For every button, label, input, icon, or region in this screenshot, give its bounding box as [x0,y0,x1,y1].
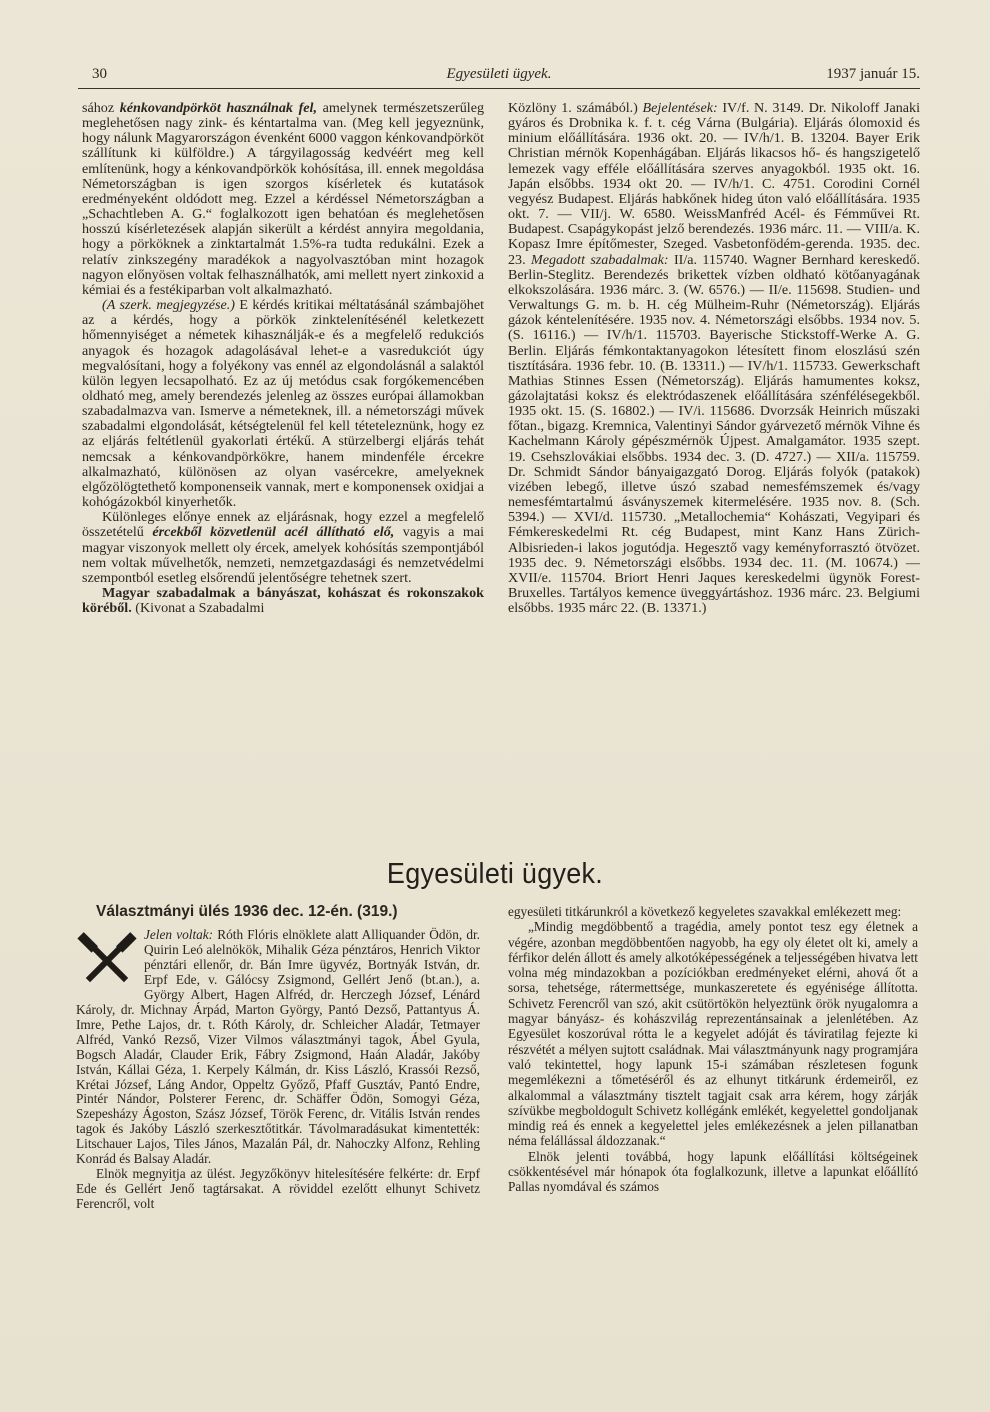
text-run: Róth Flóris elnöklete alatt Alliquander Ödön, dr. Quirin Leó alelnökök, Mihalik Géza pénztáros, Henrich Viktor pénztári ellenőr, dr. Bán Imre ügyvéz, Bortnyák István, dr. Erpf Ede, v. Gálócsy Zsigmond, Gellért Jenő (bt.an.), a. György Albert, Hagen Alfréd, dr. Herczegh József, Lénárd Károly, dr. Michnay Árpád, Marton György, Pantó Dezső, Pattantyus Á. Imre, Pethe Lajos, dr. t. Róth Károly, dr. Schleicher Aladár, Tetmayer Alfréd, Vankó Rezső, Vizer Vilmos választmányi tagok, Ábel Gyula, Bogsch Aladár, Clauder Erik, Fábry Zsigmond, Haán Aladár, Jakóby István, Kállai Géza, 1. Kerpely Kálmán, dr. Kiss László, Krassói Rezső, Krétai József, Láng Andor, Oppeltz Győző, Pfaff Gusztáv, Pantó Endre, Pintér Nándor, Polsterer Ferenc, dr. Schäffer Ödön, Somogyi Géza, Szepesházy Ágoston, Szász József, Török Ferenc, dr. Vitális István rendes tagok és Jakóby László szerkesztőtitkár. Távolmaradásukat kimentették: Litschauer Lajos, Tiles János, Mazalán Pál, dr. Nahoczky Alfonz, Rehling Konrád és Balsay Aladár. [76,927,480,1167]
text-run: (Kivonat a Szabadalmi [131,600,265,617]
text-run: Közlöny 1. számából.) [508,100,643,116]
text-run: amelynek természetszerűleg meglehetősen nagy zink- és kéntartalma van. (Meg kell jegyeznünk, hogy nálunk Magyarországon évenként 6000 vaggon kénkovandpörköt szállítunk ki külföldre.) A tárgyilagosság kedvéért meg kell említenünk, hogy a kénkovandpörkök kohósítása, ill. ennek megoldása Németországban is igen szorgos kísérletek és kutatások eredményeként oldódott meg. Ezzel a kérdéssel Németországban a „Schachtleben A. G.“ foglalkozott igen behatóan és meglehetősen hosszú kísérletezések alapján sikerült a kérdést annyira megoldania, hogy a pörköknek a zinktartalmát 1.5%-ra tudta redukálni. Ezek a relatív zinkszegény maradékok a nagyolvasztóban mint hozagok nagyon előnyösen voltak felhasználhatók, ami mellett nyert zinkoxid a kémiai és a festékiparban volt alkalmazható. [82,100,484,298]
running-title: Egyesületi ügyek. [446,66,552,82]
meeting-title: Választmányi ülés 1936 dec. 12-én. (319.) [96,903,398,920]
text-run: II/a. 115740. Wagner Bernhard kereskedő. Berlin-Steglitz. Berendezés brikettek vízben oldható kötőanyagának elkokszolására. 1936 márc. 3. (W. 6576.) — II/e. 115698. Studien- und Verwaltungs G. m. b. H. cég Mülheim-Ruhr (Németország). Eljárás gázok kéntelenítésére. 1935 nov. 4. Németországi elsőbbs. 1934 nov. 5. (S. 16116.) — IV/h/1. 115703. Bayerische Stickstoff-Werke A. G. Berlin. Eljárás fémkontaktanyagokon létesített finom eloszlású szén tisztítására. 1936 febr. 10. (B. 13311.) — IV/h/1. 115733. Gewerkschaft Mathias Stinnes Essen (Németország). Eljárás hamumentes koksz, gázolajtatási koksz és elektródaszenek előállítására szénfélésegekből. 1935 okt. 15. (S. 16802.) — IV/i. 115686. Dvorzsák Heinrich műszaki főtan., bigazg. Kremnica, Valentinyi Sándor gyárvezető mérnök Vihne és Kachelmann Károly gépészmérnök Újpest. Amalgamátor. 1935 szept. 19. Csehszlovákiai elsőbbs. 1934 dec. 3. (D. 4727.) — XII/a. 115759. Dr. Schmidt Sándor bányaigazgató Dorog. Eljárás folyók (patakok) vizében lebegő, illetve úszó szabad nemesfémszemek és/vagy nemesfémtartalmú ásványszemek kitermelésére. 1935 nov. 8. (Sch. 5394.) — XVI/d. 115730. „Metallochemia“ Kohászati, Vegyipari és Fémkereskedelmi Rt. cég Budapest, mint Kanz Hans Zürich-Albisrieden-i lakos jogutódja. Hegesztő vagy keményforrasztó ötvözet. 1935 dec. 9. Németországi elsőbbs. 1934 dec. 11. (M. 10674.) — XVII/e. 115704. Briort Henri Jaques kereskedelmi ügynök Forest-Bruxelles. Tartályos kemence üveggyártáshoz. 1936 márc. 23. Belgiumi elsőbbs. 1935 márc 22. (B. 13371.) [508,251,921,617]
section-title: Egyesületi ügyek. [386,858,604,890]
header-rule [78,88,920,89]
minutes-column-left [76,928,480,1212]
page-header [78,66,920,86]
subheading: Bejelentések: [642,100,718,116]
crossed-hammers-icon [76,930,138,988]
text-run: IV/f. N. 3149. Dr. Nikoloff Janaki gyáros és Drobnika k. f. t. cég Várna (Bulgária). Eljárás ólomoxid és minium előállítására. 1936 okt. 20. — IV/h/1. B. 13204. Bayer Erik Christian mérnök Kopenhágában. Eljárás likacsos hő- és hangszigetelő lemezek vagy efféle előállítására szerves anyagokból. 1935 okt. 16. Japán elsőbbs. 1934 okt 20. — IV/h/1. C. 4751. Corodini Cornél vegyész Budapest. Eljárás habkőnek hideg úton való előállítására. 1935 okt. 7. — VII/j. W. 6580. WeissManfréd Acél- és Fémművei Rt. Budapest. Csapágykopást jelző berendezés. 1936 márc. 11. — VIII/a. K. Kopasz Imre építőmester, Szeged. Vasbetonfödém-gerenda. 1935. dec. 23. [508,100,920,268]
article-column-left [82,101,484,616]
paragraph [82,101,484,298]
paragraph: „Mindig megdöbbentő a tragédia, amely pontot tesz egy életnek a végére, azonban megdöbbentően nagyobb, ha egy oly életet olt ki, amely a férfikor delén állott és amely alkotóképességének a teljességében hivatva lett volna még mindazokban a pozíciókban eredményeket elérni, ahová őt a sorsa, tehetsége, rátermettsége, munkaszeretete és egyénisége állította. Schivetz Ferencről van szó, akit csütörtökön helyeztünk örök nyugalomra a magyar bányász- és kohászvilág reprezentánsainak a jelenlétében. Az Egyesület koszorúval rótta le a kegyelet adóját és táviratilag fejezte ki részvétét a mélyen sujtott családnak. Mai választmányunk nagy programjára való tekintettel, hogy lapunk 15-i számában részletesen fogunk megemlékezni a tőmetéséről és az elhunyt titkárunk érdemeiről, ez alkalommal a választmány tisztelt tagjait csak arra kérem, hogy zárják szívükbe megboldogult Schivetz kollégánk emlékét, kegyelettel gondoljanak mindig reá és ennek a kegyelettel jeles emlékezésnek a jelen pillanatban néma felállással áldozzanak.“ [508,919,918,1149]
minutes-column-right [508,904,918,1195]
editor-note-label: (A szerk. megjegyzése.) [102,297,235,314]
emphasis-text: kénkovandpörköt használnak fel, [119,100,317,116]
text-run: sához [82,100,120,116]
paragraph [82,586,484,616]
paragraph: Elnök megnyitja az ülést. Jegyzőkönyv hitelesítésére felkérte: dr. Erpf Ede és Gellért Jenő tagtársakat. A röviddel ezelőtt elhunyt Schivetz Ferencről, volt [76,1166,480,1212]
paragraph [508,101,920,616]
issue-date: 1937 január 15. [826,66,920,82]
paragraph [82,510,484,586]
paragraph [82,298,484,510]
paragraph: Elnök jelenti továbbá, hogy lapunk előállítási költségeinek csökkentésével már hónapok óta foglalkozunk, illetve a lapunkat előállító Pallas nyomdával és számos [508,1148,918,1195]
subheading: Magyar szabadalmak a bányászat, kohászat és rokonszakok köréből. [82,585,484,617]
page-number: 30 [92,66,107,82]
text-run: Különleges előnye ennek az eljárásnak, hogy ezzel a megfelelő összetételű [82,509,484,541]
subheading: Megadott szabadalmak: [530,251,669,268]
text-run: E kérdés kritikai méltatásánál számbajöhet az a kérdés, hogy a pörkök zinktelenítésénél keletkezett hőmennyiséget a németek kihasználják-e és a megfelelő redukciós anyagok és hozagok adagolásával lehet-e a vasredukciót úgy megvalósítani, hogy a folyékony vas ennél az elgondolásnál a salaktól külön legyen lecsapolható. Ez az új metódus csak forgókemencében oldható meg, amely berendezés jelenleg az összes európai államokban szabadalmazva van. Ismerve a németeknek, ill. a németországi művek szabadalmi elgondolását, kétségtelenül fel kell téteteleznünk, hogy ez az eljárás feltétlenül gyakorlati értékű. A stürzelbergi eljárás tehát nemcsak a kénkovandpörkökre, hanem mindenféle ércekre alkalmazható, különösen az olyan vasércekre, amelyeknek elgőzölögtethető komponenseik vannak, mert e komponensek oxidjai a kohógázokból kinyerhetők. [82,297,484,511]
paragraph: egyesületi titkárunkról a következő kegyeletes szavakkal emlékezett meg: [508,904,902,919]
emphasis-text: ércekből közvetlenül acél állítható elő, [152,524,395,541]
attendance-label: Jelen voltak: [144,927,214,942]
text-run: vagyis a mai magyar viszonyok mellett oly ércek, amelyek kohósítás szempontjából nem voltak művelhetők, nemzeti, nemzetgazdasági és nemzetvédelmi szempontból esetleg elsőrendű jelentőségre tehetnek szert. [82,524,484,586]
patents-column-right [508,101,920,616]
